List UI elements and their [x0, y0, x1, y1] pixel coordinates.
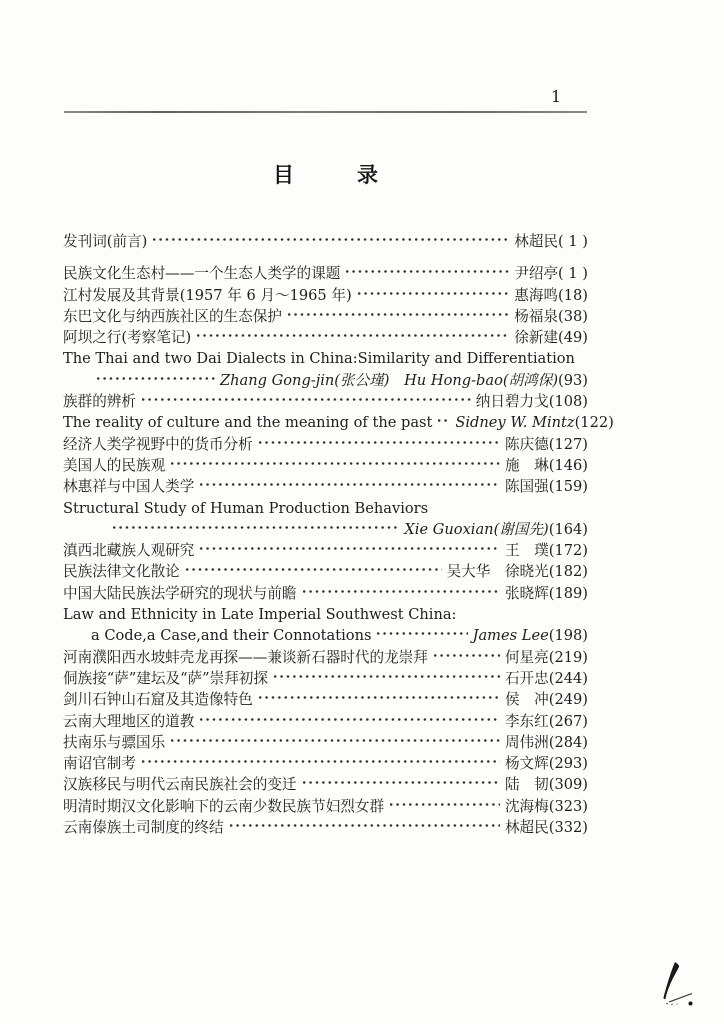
entry-author: 吴大华 徐晓光 [446, 563, 549, 581]
entry-title: 民族法律文化散论 [63, 563, 180, 581]
entry-title: 河南濮阳西水坡蚌壳龙再探——兼谈新石器时代的龙崇拜 [63, 648, 428, 666]
dot-leader [140, 393, 471, 406]
entry-title: 中国大陆民族法学研究的现状与前瞻 [63, 584, 297, 602]
toc-entry-line [63, 434, 588, 455]
entry-author: 石开忠 [504, 669, 549, 687]
toc-entry-line [63, 625, 588, 646]
entry-page: (198) [548, 627, 588, 645]
dot-leader [228, 819, 500, 832]
entry-author: Xie Guoxian(谢国先) [404, 520, 549, 538]
entry-page: (108) [548, 393, 588, 411]
toc-entry-line [63, 370, 588, 391]
entry-author-page [505, 753, 588, 774]
entry-author-page [514, 231, 588, 252]
toc-entry-line [63, 817, 588, 838]
entry-author-page [473, 625, 588, 646]
dot-leader [184, 563, 442, 576]
entry-author-page [514, 306, 588, 327]
entry-page: (182) [548, 563, 588, 581]
entry-page: (267) [548, 712, 588, 730]
dot-leader [272, 670, 500, 683]
entry-page: ( 1 ) [558, 265, 588, 283]
toc-entry-line [63, 540, 588, 561]
entry-author: 沈海梅 [504, 797, 549, 815]
entry-author-page [476, 391, 588, 412]
entry-title: 发刊词(前言) [63, 233, 148, 250]
dot-leader [198, 713, 500, 726]
dot-leader [151, 233, 509, 246]
entry-author: 李东红 [504, 712, 549, 730]
toc-entry-line [63, 604, 588, 625]
entry-title: 美国人的民族观 [63, 456, 166, 474]
entry-title: 民族文化生态村——一个生态人类学的课题 [63, 265, 341, 283]
toc-entry-line [63, 348, 588, 369]
entry-author-page [505, 796, 588, 817]
entry-title: 扶南乐与骠国乐 [63, 733, 166, 751]
entry-author-page [505, 583, 588, 604]
entry-author-page [505, 434, 588, 455]
entry-title: The Thai and two Dai Dialects in China:Similarity and Differentiation [63, 350, 575, 368]
entry-author: 施 琳 [504, 456, 549, 474]
page-title: 目 录 [273, 162, 378, 187]
entry-title: Law and Ethnicity in Late Imperial Southwest China: [63, 606, 457, 624]
entry-author-page [404, 519, 588, 540]
entry-page: (38) [558, 307, 588, 325]
entry-title: 剑川石钟山石窟及其造像特色 [63, 691, 253, 709]
entry-page: (172) [548, 542, 588, 560]
entry-page: (189) [548, 584, 588, 602]
toc-entry-line [63, 753, 588, 774]
entry-author-page [514, 285, 588, 306]
header-rule [64, 111, 587, 113]
dot-leader [169, 457, 500, 470]
entry-title: 侗族接“萨”建坛及“萨”崇拜初探 [63, 669, 268, 687]
entry-title: 汉族移民与明代云南民族社会的变迁 [63, 776, 297, 794]
entry-author: 林超民 [514, 233, 559, 250]
dot-leader [388, 798, 500, 811]
entry-page: (284) [548, 733, 588, 751]
entry-author: 杨福泉 [514, 307, 559, 325]
toc-entry-line [63, 689, 588, 710]
dot-leader [301, 585, 500, 598]
entry-author-page [505, 732, 588, 753]
entry-author: 纳日碧力戈 [475, 393, 549, 411]
entry-title: 滇西北藏族人观研究 [63, 542, 195, 560]
entry-author: 侯 冲 [504, 691, 549, 709]
entry-author: 何星亮 [504, 648, 549, 666]
entry-title: 南诏官制考 [63, 755, 136, 773]
entry-author: 林超民 [504, 819, 549, 837]
entry-author: 陈国强 [504, 478, 549, 496]
entry-title: 林惠祥与中国人类学 [63, 478, 195, 496]
entry-title: 族群的辨析 [63, 393, 136, 411]
entry-author-page [505, 817, 588, 838]
entry-author: 陈庆德 [504, 435, 549, 453]
entry-author: James Lee [472, 627, 549, 645]
toc-entry-line [63, 796, 588, 817]
dot-leader [257, 436, 500, 449]
dot-leader [286, 308, 509, 321]
entry-author: 尹绍亭 [514, 265, 559, 283]
entry-page: (164) [548, 520, 588, 538]
entry-author: 徐新建 [514, 329, 559, 347]
toc-entry-line [63, 774, 588, 795]
ink-smudge-mark [653, 957, 699, 1009]
entry-page: (219) [548, 648, 588, 666]
toc-entry-line [63, 498, 588, 519]
toc-entry-line [63, 285, 588, 306]
entry-title: The reality of culture and the meaning of the past [63, 414, 433, 432]
toc-entry-line [63, 306, 588, 327]
dot-leader [198, 542, 500, 555]
entry-author: Sidney W. Mintz [455, 414, 575, 432]
toc-entry-line [63, 519, 588, 540]
entry-author: 周伟洲 [504, 733, 549, 751]
dot-leader [344, 265, 509, 278]
dot-leader [140, 755, 500, 768]
toc-entry-line [63, 561, 588, 582]
dot-leader [432, 649, 500, 662]
toc-entry-line [63, 231, 588, 252]
toc-entry-line [63, 583, 588, 604]
dot-leader [169, 734, 500, 747]
toc-entry-line [63, 263, 588, 284]
entry-author-page [505, 455, 588, 476]
toc-entry-line [63, 668, 588, 689]
entry-title: 东巴文化与纳西族社区的生态保护 [63, 307, 282, 325]
entry-title: 阿坝之行(考察笔记) [63, 329, 192, 347]
toc-list [63, 231, 614, 838]
toc-entry-line [63, 391, 588, 412]
entry-author-page [447, 561, 588, 582]
entry-title: Structural Study of Human Production Behaviors [63, 499, 429, 517]
entry-page: (323) [548, 797, 588, 815]
toc-entry-line [63, 455, 588, 476]
dot-leader [356, 287, 510, 300]
entry-page: ( 1 ) [558, 233, 588, 250]
entry-author-page [505, 774, 588, 795]
entry-author-page [505, 711, 588, 732]
dot-leader [301, 776, 500, 789]
entry-title: a Code,a Case,and their Connotations [91, 627, 372, 645]
entry-author-page [505, 540, 588, 561]
entry-author-page [514, 327, 588, 348]
entry-page: (122) [574, 414, 614, 432]
entry-page: (159) [548, 478, 588, 496]
entry-author-page [514, 263, 588, 284]
entry-author: 张晓辉 [504, 584, 549, 602]
entry-page: (49) [558, 329, 588, 347]
entry-author-page [455, 412, 613, 433]
entry-author-page [505, 689, 588, 710]
entry-title: 江村发展及其背景(1957 年 6 月～1965 年) [63, 286, 352, 304]
entry-page: (93) [558, 371, 588, 389]
entry-title: 云南傣族土司制度的终结 [63, 819, 224, 837]
toc-entry-line [63, 647, 588, 668]
dot-leader [198, 478, 500, 491]
entry-page: (244) [548, 669, 588, 687]
entry-author-page [505, 647, 588, 668]
entry-author: 陆 韧 [504, 776, 549, 794]
entry-page: (127) [548, 435, 588, 453]
entry-author-page [220, 370, 588, 391]
toc-entry-line [63, 412, 614, 433]
dot-leader [95, 372, 215, 385]
dot-leader [257, 691, 500, 704]
page-number: 1 [551, 87, 562, 106]
entry-author-page [505, 668, 588, 689]
entry-author-page [505, 476, 588, 497]
entry-author: 杨文辉 [504, 755, 549, 773]
entry-page: (332) [548, 819, 588, 837]
entry-author: 惠海鸣 [514, 286, 559, 304]
entry-author: 王 璞 [504, 542, 549, 560]
entry-page: (249) [548, 691, 588, 709]
toc-entry-line [63, 732, 588, 753]
toc-entry-line [63, 327, 588, 348]
entry-page: (18) [558, 286, 588, 304]
toc-entry-line [63, 711, 588, 732]
entry-page: (309) [548, 776, 588, 794]
toc-entry-line [63, 476, 588, 497]
entry-page: (146) [548, 456, 588, 474]
entry-author: Zhang Gong-jin(张公瑾) Hu Hong-bao(胡鸿保) [219, 371, 559, 389]
dot-leader [195, 329, 509, 342]
entry-page: (293) [548, 755, 588, 773]
dot-leader [111, 521, 399, 534]
entry-title: 云南大理地区的道教 [63, 712, 195, 730]
dot-leader [375, 627, 467, 640]
entry-title: 经济人类学视野中的货币分析 [63, 435, 253, 453]
entry-title: 明清时期汉文化影响下的云南少数民族节妇烈女群 [63, 797, 385, 815]
dot-leader [436, 414, 450, 427]
